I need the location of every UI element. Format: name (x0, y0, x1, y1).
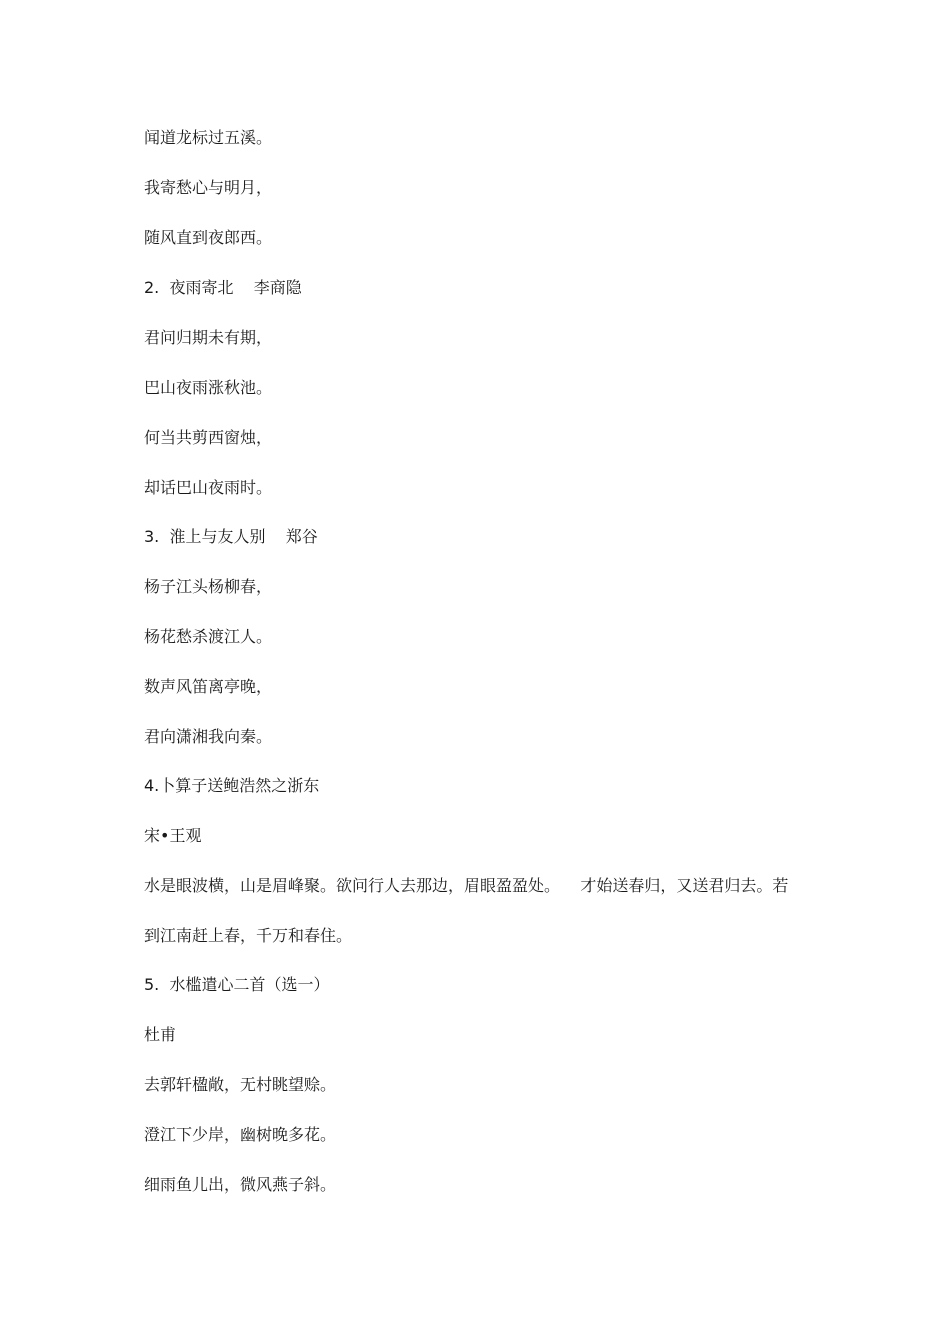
poem-author: 宋•王观 (144, 826, 202, 845)
text-line: 数声风笛离亭晚， (144, 677, 273, 696)
text-line: 何当共剪西窗烛， (144, 428, 273, 447)
text-line: 巴山夜雨涨秋池。 (144, 378, 273, 397)
poem-author: 杜甫 (144, 1025, 177, 1044)
text-line: 君问归期未有期， (144, 328, 273, 347)
text-line: 水是眼波横，山是眉峰聚。欲问行人去那边，眉眼盈盈处。 才始送春归，又送君归去。若 (144, 876, 789, 895)
poem-heading: 5. 水槛遣心二首（选一） (144, 975, 330, 994)
poem-heading: 2. 夜雨寄北 李商隐 (144, 278, 302, 297)
text-line: 我寄愁心与明月， (144, 178, 273, 197)
text-line: 却话巴山夜雨时。 (144, 478, 273, 497)
text-line: 闻道龙标过五溪。 (144, 128, 273, 147)
text-line: 杨花愁杀渡江人。 (144, 627, 273, 646)
text-line: 澄江下少岸，幽树晚多花。 (144, 1125, 337, 1144)
text-line: 君向潇湘我向秦。 (144, 727, 273, 746)
poem-heading: 3. 淮上与友人别 郑谷 (144, 527, 318, 546)
poem-heading: 4.卜算子送鲍浩然之浙东 (144, 776, 320, 795)
text-line: 随风直到夜郎西。 (144, 228, 273, 247)
text-line: 去郭轩楹敞，无村眺望赊。 (144, 1075, 337, 1094)
text-line: 到江南赶上春，千万和春住。 (144, 926, 353, 945)
text-line: 杨子江头杨柳春， (144, 577, 273, 596)
text-line: 细雨鱼儿出，微风燕子斜。 (144, 1175, 337, 1194)
